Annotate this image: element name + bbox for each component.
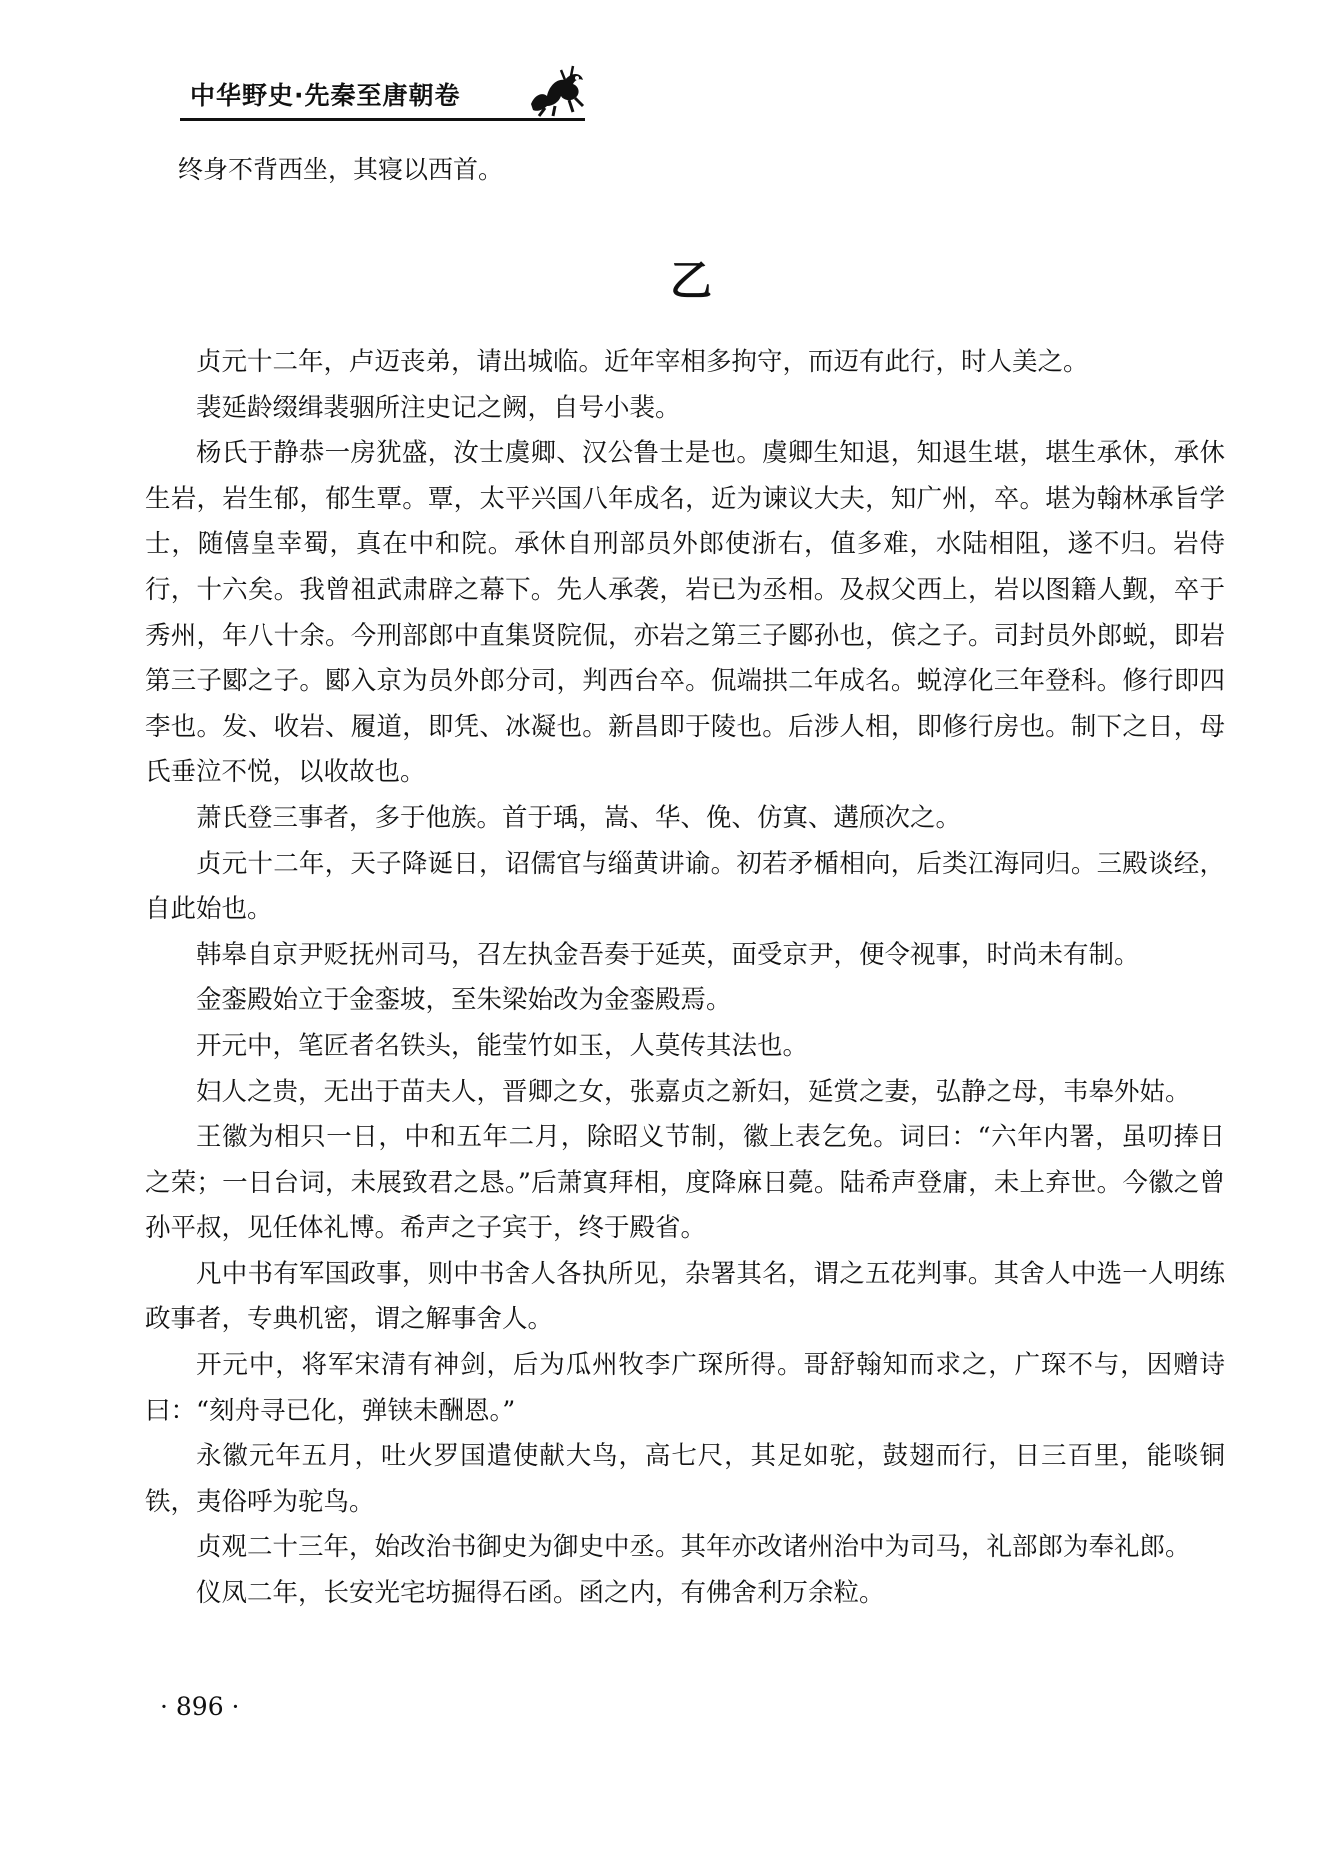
paragraph: 萧氏登三事者，多于他族。首于瑀，嵩、华、俛、仿寘、遘颀次之。 (196, 802, 962, 833)
running-header (180, 62, 590, 128)
paragraph: 开元中，将军宋清有神剑，后为瓜州牧李广琛所得。哥舒翰知而求之，广琛不与，因赠诗曰：“刻舟寻已化，弹铗未酬恩。” (145, 1350, 1225, 1426)
paragraph: 贞元十二年，天子降诞日，诏儒官与缁黄讲谕。初若矛楯相向，后类江海同归。三殿谈经，自此始也。 (145, 848, 1225, 925)
continued-line: 终身不背西坐，其寝以西首。 (178, 155, 504, 184)
paragraph: 韩皋自京尹贬抚州司马，召左执金吾奏于延英，面受京尹，便令视事，时尚未有制。 (196, 939, 1140, 970)
paragraph: 贞观二十三年，始改治书御史为御史中丞。其年亦改诸州治中为司马，礼部郎为奉礼郎。 (196, 1532, 1191, 1563)
paragraph: 金銮殿始立于金銮坡，至朱梁始改为金銮殿焉。 (196, 985, 732, 1016)
page-number: · 896 · (160, 1692, 240, 1721)
paragraph: 王徽为相只一日，中和五年二月，除昭义节制，徽上表乞免。词曰：“六年内署，虽叨捧日之荣；一日台词，未展致君之恳。”后萧寘拜相，度降麻日薨。陆希声登庸，未上弃世。今徽之曾孙平叔，见任体礼博。希声之子宾于，终于殿省。 (145, 1122, 1225, 1244)
dragon-icon (525, 64, 587, 118)
paragraph: 永徽元年五月，吐火罗国遣使献大鸟，高七尺，其足如驼，鼓翅而行，日三百里，能啖铜铁，夷俗呼为驼鸟。 (145, 1441, 1225, 1517)
section-heading: 乙 (669, 256, 712, 305)
paragraph: 仪凤二年，长安光宅坊掘得石函。函之内，有佛舍利万余粒。 (196, 1578, 885, 1609)
paragraph: 妇人之贵，无出于苗夫人，晋卿之女，张嘉贞之新妇，延赏之妻，弘静之母，韦皋外姑。 (196, 1076, 1191, 1107)
running-title: 中华野史·先秦至唐朝卷 (190, 81, 461, 110)
body-text (145, 340, 1225, 1617)
paragraph: 杨氏于静恭一房犹盛，汝士虞卿、汉公鲁士是也。虞卿生知退，知退生堪，堪生承休，承休生岩，岩生郁，郁生覃。覃，太平兴国八年成名，近为谏议大夫，知广州，卒。堪为翰林承旨学士，随僖皇幸蜀，真在中和院。承休自刑部员外郎使浙右，值多难，水陆相阻，遂不归。岩侍行，十六矣。我曾祖武肃辟之幕下。先人承袭，岩已为丞相。及叔父西上，岩以图籍人觐，卒于秀州，年八十余。今刑部郎中直集贤院侃，亦岩之第三子郾孙也，傧之子。司封员外郎蜕，即岩第三子郾之子。郾入京为员外郎分司，判西台卒。侃端拱二年成名。蜕淳化三年登科。修行即四李也。发、收岩、履道，即凭、冰凝也。新昌即于陵也。后涉人相，即修行房也。制下之日，母氏垂泣不悦，以收故也。 (145, 438, 1225, 788)
paragraph: 凡中书有军国政事，则中书舍人各执所见，杂署其名，谓之五花判事。其舍人中选一人明练政事者，专典机密，谓之解事舍人。 (145, 1258, 1225, 1335)
paragraph: 裴延龄缀缉裴骃所注史记之阙，自号小裴。 (196, 392, 681, 423)
header-rule (180, 118, 585, 121)
paragraph: 开元中，笔匠者名铁头，能莹竹如玉，人莫传其法也。 (196, 1030, 809, 1061)
paragraph: 贞元十二年，卢迈丧弟，请出城临。近年宰相多拘守，而迈有此行，时人美之。 (196, 347, 1089, 377)
